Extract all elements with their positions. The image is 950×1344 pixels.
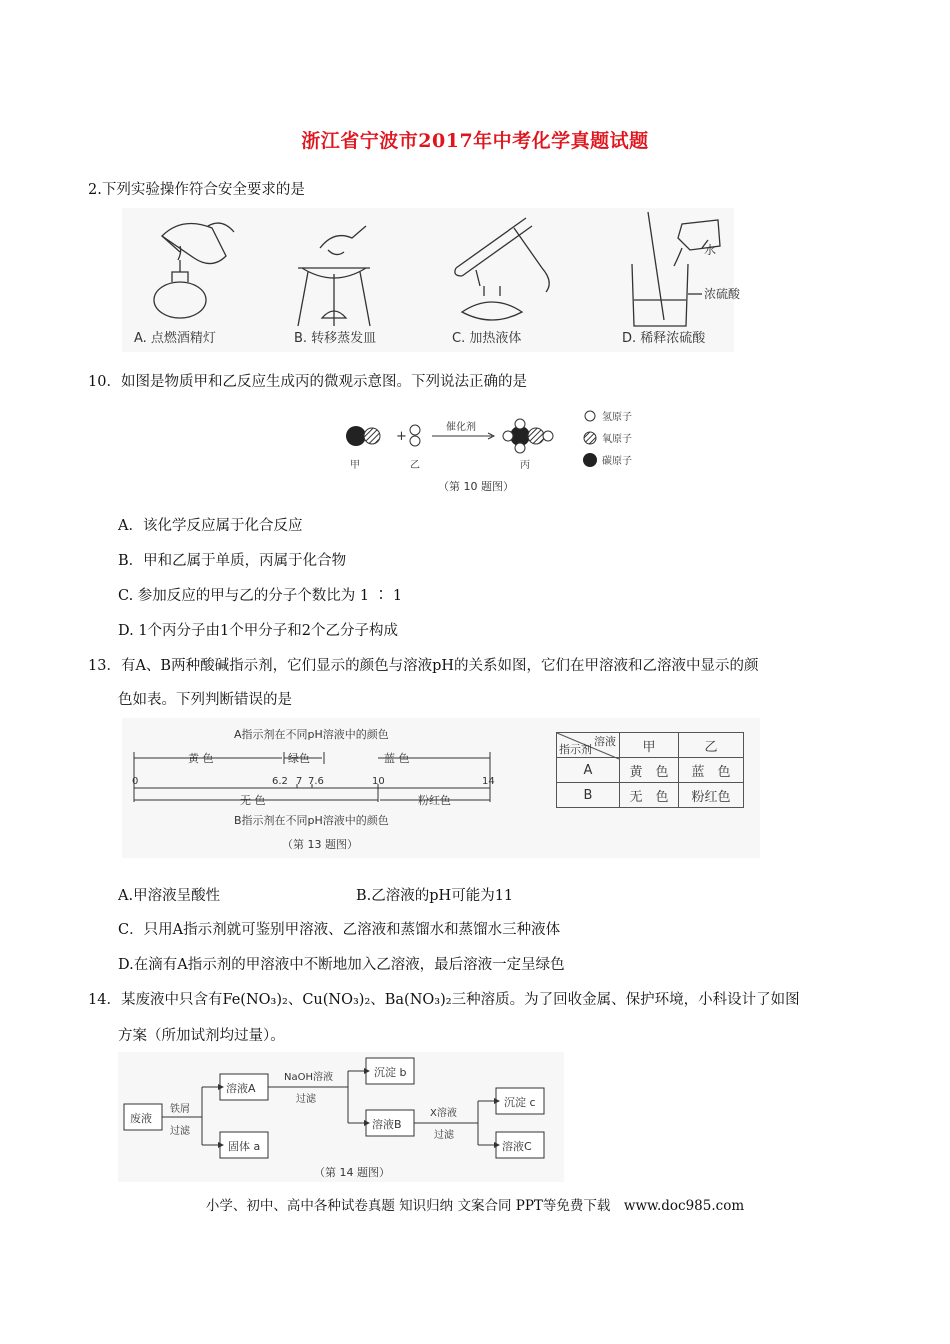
step3-filter: 过滤 (434, 1130, 454, 1141)
alcohol-lamp-lighting-drawing (154, 223, 234, 318)
b-indicator-title: B指示剂在不同pH溶液中的颜色 (234, 814, 389, 827)
label-bing: 丙 (520, 460, 530, 471)
legend-carbon: 碳原子 (602, 456, 632, 467)
tick-0: 0 (132, 776, 139, 787)
heating-liquid-drawing (455, 218, 549, 320)
a-green: 绿色 (288, 752, 310, 765)
header-solution: 溶液 (594, 735, 616, 748)
precip-b-label: 沉淀 b (374, 1066, 407, 1079)
question-14-stem-line2: 方案（所加试剂均过量）。 (118, 1028, 285, 1044)
q13-option-b: B.乙溶液的pH可能为11 (356, 888, 514, 904)
question-2-stem: 2.下列实验操作符合安全要求的是 (88, 182, 305, 198)
diluting-acid-drawing (632, 212, 720, 326)
q13-option-d: D.在滴有A指示剂的甲溶液中不断地加入乙溶液，最后溶液一定呈绿色 (118, 957, 565, 973)
label-yi: 乙 (410, 460, 420, 471)
label-water: 水 (704, 243, 717, 257)
question-13-stem-line1: 13．有A、B两种酸碱指示剂，它们显示的颜色与溶液pH的关系如图，它们在甲溶液和乙溶液中显示的颜 (88, 658, 759, 674)
question-2-figure (122, 208, 741, 352)
q13-option-c: C．只用A指示剂就可鉴别甲溶液、乙溶液和蒸馏水和蒸馏水三种液体 (118, 922, 561, 938)
b-colorless: 无 色 (240, 794, 266, 807)
solution-a-label: 溶液A (226, 1082, 256, 1095)
header-indicator: 指示剂 (559, 743, 592, 756)
step1-filter: 过滤 (170, 1126, 190, 1137)
col-jia: 甲 (620, 733, 679, 758)
table-corner-cell (557, 733, 620, 758)
a-blue: 蓝 色 (384, 752, 410, 765)
a-indicator-title: A指示剂在不同pH溶液中的颜色 (234, 728, 389, 741)
plus-sign: + (396, 429, 407, 444)
precip-c-label: 沉淀 c (504, 1096, 536, 1109)
ph-color-scale (122, 718, 542, 858)
row-a-name: A (557, 758, 620, 783)
tick-10: 10 (372, 776, 385, 787)
question-13-stem-line2: 色如表。下列判断错误的是 (118, 692, 292, 708)
legend-hydrogen: 氢原子 (602, 412, 632, 423)
fig14-caption: （第 14 题图） (314, 1166, 390, 1179)
row-a-jia: 黄 色 (620, 758, 679, 783)
q10-option-d: D. 1个丙分子由1个甲分子和2个乙分子构成 (118, 623, 399, 639)
molecule-jia (346, 426, 380, 446)
label-jia: 甲 (350, 460, 360, 471)
question-10-stem: 10．如图是物质甲和乙反应生成丙的微观示意图。下列说法正确的是 (88, 374, 527, 390)
row-b-jia: 无 色 (620, 783, 679, 808)
fig13-caption: （第 13 题图） (282, 838, 358, 851)
catalyst-label: 催化剂 (446, 422, 476, 433)
page-title: 浙江省宁波市2017年中考化学真题试题 (301, 130, 649, 152)
molecule-yi (410, 425, 420, 446)
step1-reagent: 铁屑 (170, 1104, 190, 1115)
tick-6-2: 6.2 (272, 776, 288, 787)
page-footer: 小学、初中、高中各种试卷真题 知识归纳 文案合同 PPT等免费下载 www.doc985.com (205, 1198, 745, 1214)
indicator-table (556, 732, 744, 808)
tick-7: 7 (296, 776, 303, 787)
legend-oxygen: 氧原子 (602, 434, 632, 445)
question-13-figure (122, 718, 760, 858)
caption-b: B. 转移蒸发皿 (294, 331, 377, 346)
evaporating-dish-drawing (298, 226, 370, 326)
b-pink: 粉红色 (418, 794, 451, 807)
row-b-yi: 粉红色 (679, 783, 744, 808)
step2-reagent: NaOH溶液 (284, 1072, 333, 1083)
question-14-flowchart (118, 1052, 564, 1182)
waste-label: 废液 (130, 1112, 152, 1125)
question-14-stem-line1: 14．某废液中只含有Fe(NO₃)₂、Cu(NO₃)₂、Ba(NO₃)₂三种溶质。为了回收金属、保护环境，小科设计了如图 (88, 992, 800, 1008)
row-b-name: B (557, 783, 620, 808)
solid-a-label: 固体 a (228, 1140, 261, 1153)
solution-c-label: 溶液C (502, 1140, 532, 1153)
a-yellow: 黄 色 (188, 752, 214, 765)
caption-a: A. 点燃酒精灯 (134, 331, 216, 346)
molecule-bing (503, 419, 553, 453)
q13-option-a: A.甲溶液呈酸性 (118, 888, 221, 904)
col-yi: 乙 (679, 733, 744, 758)
label-conc-acid: 浓硫酸 (704, 287, 741, 301)
q10-option-a: A．该化学反应属于化合反应 (118, 518, 303, 534)
step3-reagent: X溶液 (430, 1108, 457, 1119)
solution-b-label: 溶液B (372, 1118, 402, 1131)
row-a-yi: 蓝 色 (679, 758, 744, 783)
tick-7-6: 7.6 (308, 776, 324, 787)
tick-14: 14 (482, 776, 495, 787)
step2-filter: 过滤 (296, 1094, 316, 1105)
fig10-caption: （第 10 题图） (438, 480, 514, 493)
legend-carbon-icon (583, 453, 597, 467)
lab-operations-illustration (122, 208, 741, 352)
q10-option-c: C. 参加反应的甲与乙的分子个数比为 1 ∶ 1 (118, 588, 403, 604)
indicator-table-wrap (556, 732, 744, 808)
q10-option-b: B．甲和乙属于单质，丙属于化合物 (118, 553, 347, 569)
legend-oxygen-icon (584, 432, 596, 444)
caption-c: C. 加热液体 (452, 331, 522, 346)
caption-d: D. 稀释浓硫酸 (622, 331, 706, 346)
legend-hydrogen-icon (585, 411, 595, 421)
question-10-figure (340, 404, 650, 496)
